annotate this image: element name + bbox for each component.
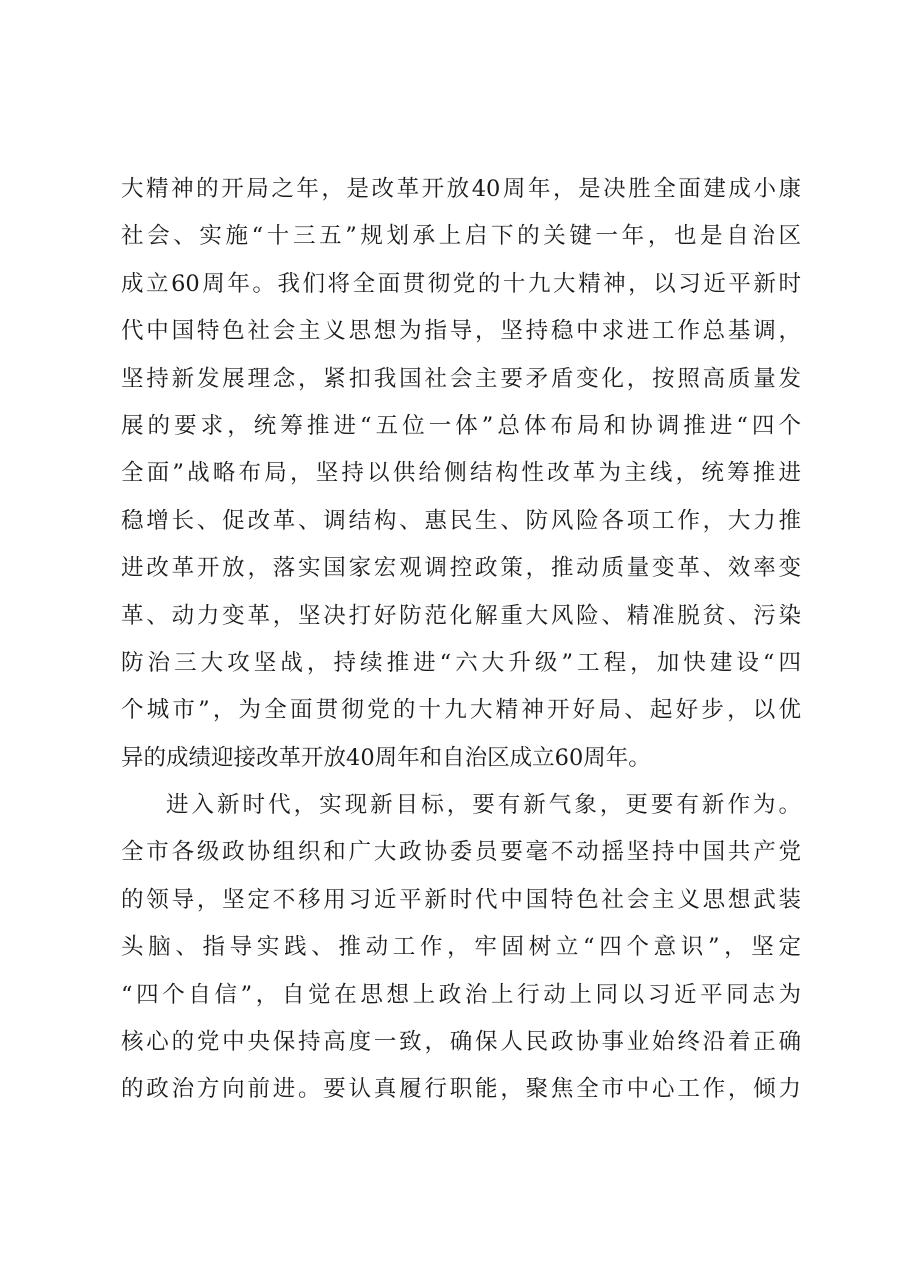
text-line: 坚持新发展理念，紧扣我国社会主要矛盾变化，按照高质量发 — [121, 365, 801, 392]
paragraph-2 — [121, 782, 801, 1114]
text-line: 进入新时代，实现新目标，要有新气象，更要有新作为。 — [166, 792, 801, 819]
text-line: 核心的党中央保持高度一致，确保人民政协事业始终沿着正确 — [121, 1029, 801, 1056]
text-line: 防治三大攻坚战，持续推进“六大升级”工程，加快建设“四 — [121, 649, 801, 676]
text-line: 稳增长、促改革、调结构、惠民生、防风险各项工作，大力推 — [121, 507, 801, 534]
text-line: 进改革开放，落实国家宏观调控政策，推动质量变革、效率变 — [121, 555, 801, 582]
text-line: 社会、实施“十三五”规划承上启下的关键一年，也是自治区 — [121, 223, 801, 250]
text-line: 成立60周年。我们将全面贯彻党的十九大精神，以习近平新时 — [121, 270, 801, 297]
text-line: 革、动力变革，坚决打好防范化解重大风险、精准脱贫、污染 — [121, 602, 801, 629]
text-line: 头脑、指导实践、推动工作，牢固树立“四个意识”，坚定 — [121, 934, 801, 961]
text-line: 个城市”，为全面贯彻党的十九大精神开好局、起好步，以优 — [121, 697, 801, 724]
text-line: 全面”战略布局，坚持以供给侧结构性改革为主线，统筹推进 — [121, 460, 801, 487]
text-line: 异的成绩迎接改革开放40周年和自治区成立60周年。 — [121, 744, 651, 771]
paragraph-1 — [121, 166, 801, 782]
text-line: 全市各级政协组织和广大政协委员要毫不动摇坚持中国共产党 — [121, 839, 801, 866]
text-line: 的政治方向前进。要认真履行职能，聚焦全市中心工作，倾力 — [121, 1076, 801, 1103]
text-line: 代中国特色社会主义思想为指导，坚持稳中求进工作总基调， — [121, 318, 801, 345]
text-line: 的领导，坚定不移用习近平新时代中国特色社会主义思想武装 — [121, 886, 801, 913]
text-line: 大精神的开局之年，是改革开放40周年，是决胜全面建成小康 — [121, 176, 801, 202]
text-line: 展的要求，统筹推进“五位一体”总体布局和协调推进“四个 — [121, 412, 801, 439]
body-text — [121, 166, 801, 1114]
text-line: “四个自信”，自觉在思想上政治上行动上同以习近平同志为 — [121, 981, 801, 1008]
